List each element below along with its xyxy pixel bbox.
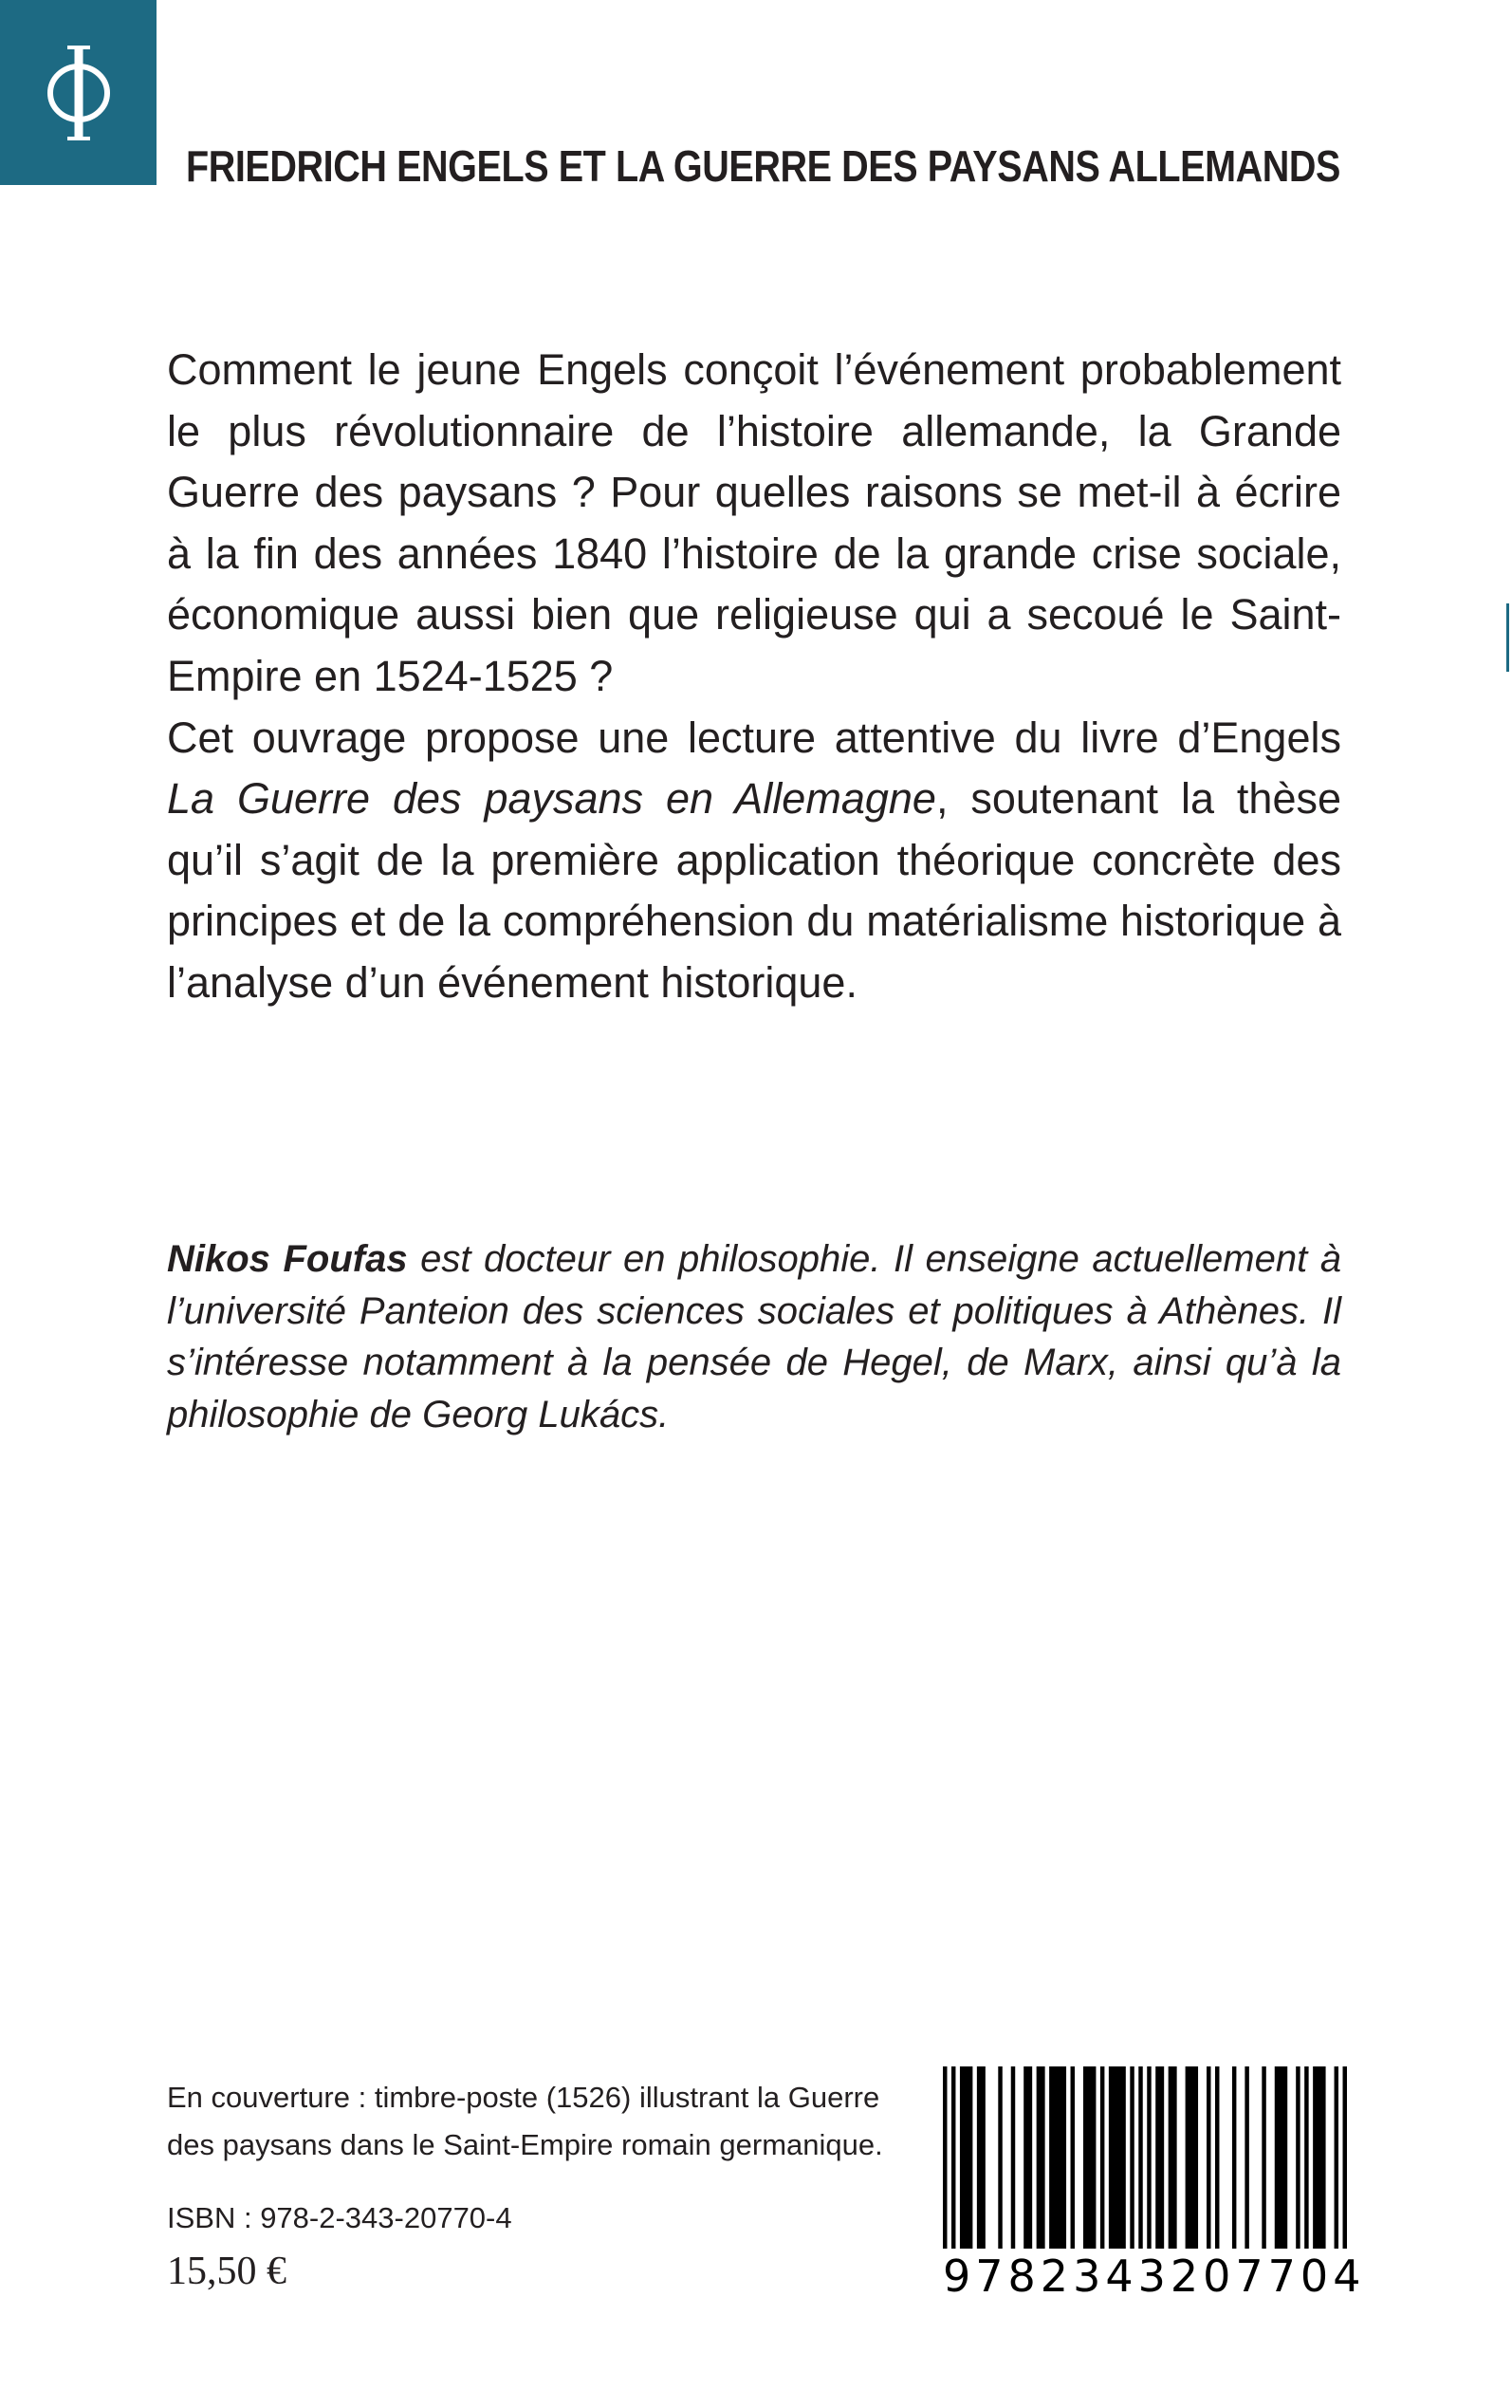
barcode-bar [1313,2066,1325,2249]
barcode-bar [1100,2066,1104,2249]
barcode-bar [1186,2066,1198,2249]
barcode-bar [1147,2066,1151,2249]
barcode-digits: 9782343207704 [943,2251,1366,2302]
barcode-bar [1155,2066,1164,2249]
author-bio-text: est docteur en philosophie. Il enseigne actuellement à l’université Panteion des sciences sociales et politiques à Athènes. Il s’intéresse notamment à la pensée de Hegel, de Marx, ainsi qu’à la philosophie de Georg Lukács. [167,1238,1342,1436]
book-title: FRIEDRICH ENGELS ET LA GUERRE DES PAYSANS ALLEMANDS [186,141,1341,191]
barcode-bar [951,2066,955,2249]
barcode-bars [943,2066,1347,2256]
barcode-bar [1037,2066,1045,2249]
barcode-bar [943,2066,947,2249]
barcode-bar [1262,2066,1265,2249]
barcode-bar [1011,2066,1015,2249]
barcode-bar [1169,2066,1177,2249]
barcode-bar [1138,2066,1142,2249]
cited-book-title: La Guerre des paysans en Allemagne [167,774,936,824]
barcode-bar [1296,2066,1300,2249]
author-name: Nikos Foufas [167,1238,408,1280]
spine-mark [1506,603,1509,672]
isbn: ISBN : 978-2-343-20770-4 [167,2201,512,2234]
cover-credit: En couverture : timbre-poste (1526) illustrant la Guerre des paysans dans le Saint-Empire romain germanique. [167,2081,883,2161]
barcode-bar [998,2066,1002,2249]
blurb-text: , soutenant la thèse qu’il s’agit de la première application théorique concrète des principes et de la compréhension du matérialisme historique à l’analyse d’un événement historique. [167,774,1341,1007]
barcode-bar [960,2066,972,2249]
barcode-bar [1335,2066,1338,2249]
barcode-bar [1275,2066,1287,2249]
barcode [943,2066,1366,2306]
barcode-bar [977,2066,986,2249]
barcode-bar [1232,2066,1236,2249]
author-bio [167,1233,1341,1440]
barcode-bar [1207,2066,1210,2249]
blurb-text: Cet ouvrage propose une lecture attentive du livre d’Engels [167,713,1341,762]
blurb-paragraph-1: Comment le jeune Engels conçoit l’événement probablement le plus révolutionnaire de l’histoire allemande, la Grande Guerre des paysans ? Pour quelles raisons se met-il à écrire à la fin des années 1840 l’histoire de la grande crise sociale, économique aussi bien que religieuse qui a secoué le Saint-Empire en 1524-1525 ? [167,345,1341,700]
barcode-bar [1304,2066,1308,2249]
barcode-bar [1083,2066,1096,2249]
barcode-bar [1023,2066,1032,2249]
barcode-bar [1215,2066,1219,2249]
price: 15,50 € [167,2250,286,2293]
phi-icon [41,40,117,146]
blurb-paragraph-2 [167,708,1341,1014]
barcode-bar [1071,2066,1075,2249]
barcode-bar [1343,2066,1347,2249]
barcode-bar [1245,2066,1248,2249]
back-cover-blurb [167,340,1341,1014]
publisher-logo [0,0,157,185]
barcode-bar [1109,2066,1126,2249]
barcode-bar [1130,2066,1134,2249]
barcode-bar [1049,2066,1066,2249]
